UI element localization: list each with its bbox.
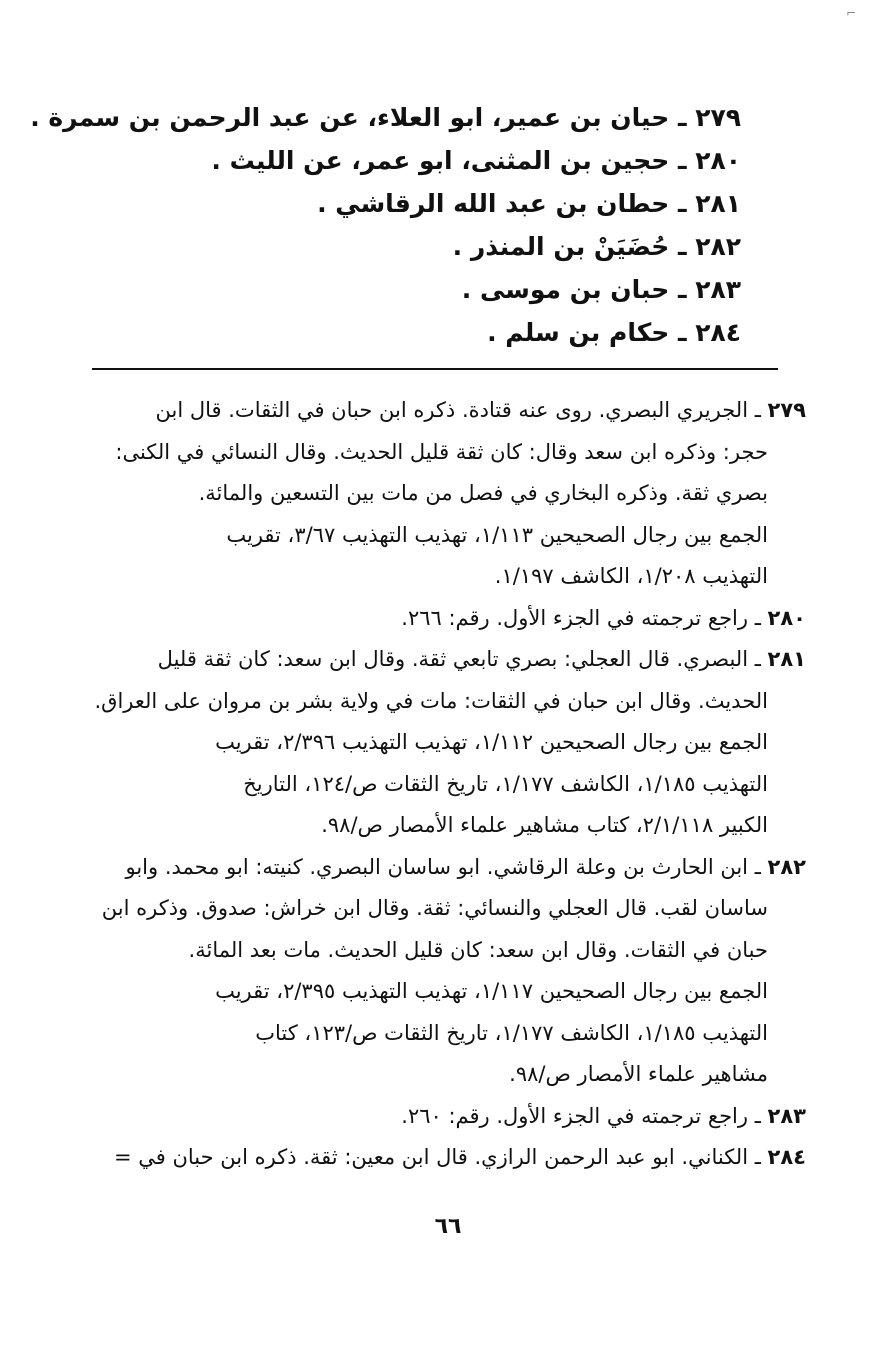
footnote-line	[86, 1013, 806, 1055]
footnote-line	[86, 432, 806, 474]
footnote-text: ـ ابن الحارث بن وعلة الرقاشي. ابو ساسان البصري. كنيته: ابو محمد. وابو	[125, 854, 761, 879]
footnote-number: ٢٨٣	[767, 1103, 806, 1128]
footnote-divider	[92, 368, 778, 370]
footnote-number: ٢٧٩	[767, 398, 806, 422]
footnote-text: الجمع بين رجال الصحيحين ١/١١٣، تهذيب التهذيب ٣/٦٧، تقريب	[226, 522, 768, 547]
main-entry: ٢٨٠ ـ حجين بن المثنى، ابو عمر، عن الليث .	[211, 146, 741, 175]
footnote-line	[86, 971, 806, 1013]
footnote-line	[86, 681, 806, 723]
footnote-text: التهذيب ١/٢٠٨، الكاشف ١/١٩٧.	[494, 564, 768, 588]
footnote-line	[86, 639, 806, 681]
footnote-line	[86, 930, 806, 972]
footnote-text: التهذيب ١/١٨٥، الكاشف ١/١٧٧، تاريخ الثقات ص/١٢٤، التاريخ	[243, 771, 768, 796]
footnote-line	[86, 722, 806, 764]
footnote-line	[86, 473, 806, 515]
main-entry: ٢٧٩ ـ حيان بن عمير، ابو العلاء، عن عبد الرحمن بن سمرة .	[30, 103, 741, 132]
footnote-text: ـ الجريري البصري. روى عنه قتادة. ذكره ابن حبان في الثقات. قال ابن	[155, 398, 761, 422]
footnote-line	[86, 805, 806, 847]
footnote-number: ٢٨١	[767, 647, 806, 671]
footnote-text: ـ البصري. قال العجلي: بصري تابعي ثقة. وقال ابن سعد: كان ثقة قليل	[157, 647, 761, 671]
footnote-line	[86, 515, 806, 557]
footnote-line	[86, 1096, 806, 1138]
footnote-text: الجمع بين رجال الصحيحين ١/١١٢، تهذيب التهذيب ٢/٣٩٦، تقريب	[215, 730, 768, 754]
footnote-text: الجمع بين رجال الصحيحين ١/١١٧، تهذيب التهذيب ٢/٣٩٥، تقريب	[215, 979, 768, 1003]
footnote-line	[86, 1137, 806, 1179]
footnote-text: الكبير ٢/١/١١٨، كتاب مشاهير علماء الأمصار ص/٩٨.	[321, 813, 768, 837]
main-entry: ٢٨٣ ـ حبان بن موسى .	[461, 275, 741, 304]
footnote-number: ٢٨٢	[767, 854, 806, 879]
footnote-text: التهذيب ١/١٨٥، الكاشف ١/١٧٧، تاريخ الثقات ص/١٢٣، كتاب	[255, 1020, 768, 1045]
footnote-line	[86, 1054, 806, 1096]
footnote-line	[86, 888, 806, 930]
footnote-text: الحديث. وقال ابن حبان في الثقات: مات في ولاية بشر بن مروان على العراق.	[94, 688, 768, 713]
footnote-line	[86, 390, 806, 432]
footnote-number: ٢٨٠	[767, 605, 806, 630]
corner-mark: ⌐	[845, 6, 856, 20]
footnote-text: ـ راجع ترجمته في الجزء الأول. رقم: ٢٦٠.	[401, 1103, 761, 1128]
footnote-line	[86, 847, 806, 889]
footnote-text: مشاهير علماء الأمصار ص/٩٨.	[509, 1062, 768, 1086]
main-entry: ٢٨٤ ـ حكام بن سلم .	[487, 318, 741, 347]
main-entry: ٢٨٢ ـ حُضَيَنْ بن المنذر .	[452, 232, 741, 261]
footnote-line	[86, 764, 806, 806]
main-entries-list	[30, 96, 741, 354]
footnote-number: ٢٨٤	[767, 1145, 806, 1169]
main-entry: ٢٨١ ـ حطان بن عبد الله الرقاشي .	[317, 189, 741, 218]
page-number: ٦٦	[434, 1214, 462, 1239]
footnote-text: ـ الكناني. ابو عبد الرحمن الرازي. قال ابن معين: ثقة. ذكره ابن حبان في =	[113, 1145, 761, 1169]
footnote-text: حجر: وذكره ابن سعد وقال: كان ثقة قليل الحديث. وقال النسائي في الكنى:	[115, 439, 768, 464]
footnotes-section	[86, 390, 806, 1179]
footnote-text: ساسان لقب. قال العجلي والنسائي: ثقة. وقال ابن خراش: صدوق. وذكره ابن	[101, 896, 768, 920]
footnote-text: بصري ثقة. وذكره البخاري في فصل من مات بين التسعين والمائة.	[198, 481, 768, 505]
footnote-line	[86, 556, 806, 598]
footnote-text: حبان في الثقات. وقال ابن سعد: كان قليل الحديث. مات بعد المائة.	[188, 937, 768, 962]
footnote-text: ـ راجع ترجمته في الجزء الأول. رقم: ٢٦٦.	[401, 605, 761, 630]
footnote-line	[86, 598, 806, 640]
